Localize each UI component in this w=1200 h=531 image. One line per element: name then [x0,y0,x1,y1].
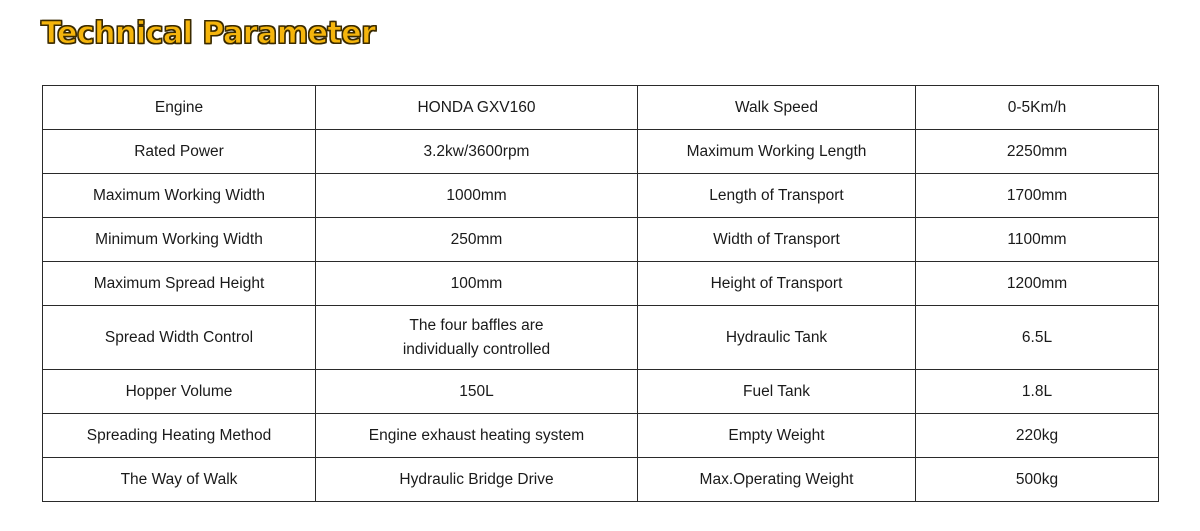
table-row [43,86,1159,130]
table-row [43,458,1159,502]
table-row [43,262,1159,306]
parameter-label: Length of Transport [638,174,916,218]
parameter-value: HONDA GXV160 [316,86,638,130]
parameter-value: 1000mm [316,174,638,218]
parameter-label: Hopper Volume [43,370,316,414]
table-row [43,130,1159,174]
parameter-label: Walk Speed [638,86,916,130]
parameter-label: Height of Transport [638,262,916,306]
parameter-label: Maximum Working Width [43,174,316,218]
parameter-value: 150L [316,370,638,414]
parameter-value: 6.5L [916,306,1159,370]
table-row [43,218,1159,262]
parameter-value: 1.8L [916,370,1159,414]
parameter-label: Width of Transport [638,218,916,262]
parameter-value: Engine exhaust heating system [316,414,638,458]
parameter-value: 220kg [916,414,1159,458]
parameter-label: Engine [43,86,316,130]
parameter-label: Empty Weight [638,414,916,458]
parameter-value: 250mm [316,218,638,262]
parameter-value: 1100mm [916,218,1159,262]
parameter-value: 1200mm [916,262,1159,306]
parameter-label: Maximum Spread Height [43,262,316,306]
parameter-label: The Way of Walk [43,458,316,502]
parameter-value: 100mm [316,262,638,306]
parameter-value-text: The four baffles are individually controlled [402,316,551,358]
table-row [43,370,1159,414]
technical-parameter-table [42,85,1159,502]
parameter-label: Spreading Heating Method [43,414,316,458]
parameter-label: Spread Width Control [43,306,316,370]
page-title: Technical Parameter [41,16,376,51]
table-row [43,174,1159,218]
table-row [43,306,1159,370]
parameter-value: 0-5Km/h [916,86,1159,130]
table-row [43,414,1159,458]
parameter-value: 500kg [916,458,1159,502]
parameter-label: Maximum Working Length [638,130,916,174]
parameter-value: 3.2kw/3600rpm [316,130,638,174]
parameter-label: Minimum Working Width [43,218,316,262]
parameter-label: Max.Operating Weight [638,458,916,502]
parameter-label: Fuel Tank [638,370,916,414]
parameter-value [316,306,638,370]
parameter-value: 2250mm [916,130,1159,174]
parameter-label: Rated Power [43,130,316,174]
parameter-label: Hydraulic Tank [638,306,916,370]
parameter-value: Hydraulic Bridge Drive [316,458,638,502]
parameter-value: 1700mm [916,174,1159,218]
